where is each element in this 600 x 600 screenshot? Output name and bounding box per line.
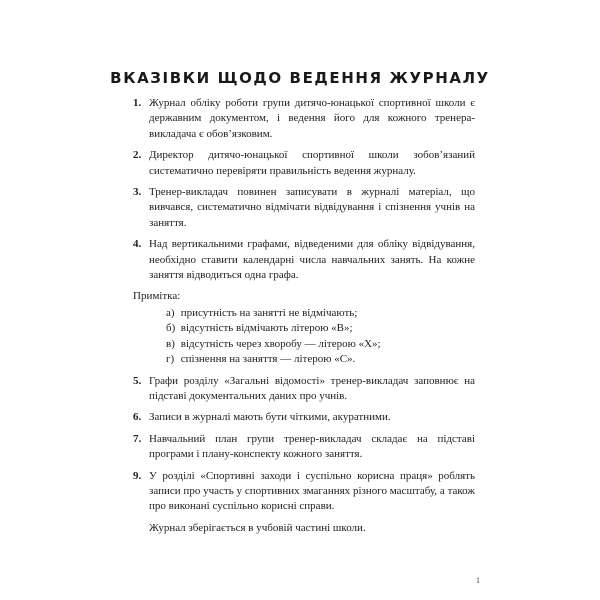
note-text: спізнення на заняття — літерою «С». [180,353,356,366]
page-number: 1 [476,576,480,585]
note-letter: в) [166,337,175,350]
note-item [166,337,475,352]
note-item [166,321,475,336]
list-item [133,148,475,179]
item-text: Над вертикальними графами, відведеними для обліку відвідування, необхідно ставити календарні числа навчальних занять. На кожне заняття відводиться одна графа. [149,238,475,282]
note-item [166,352,475,367]
item-number: 1. [133,97,142,109]
list-item [133,469,475,515]
note-item [166,306,475,321]
item-text: Журнал обліку роботи групи дитячо-юнацької спортивної школи є державним документом, і ведення його для кожного тренера-викладача є обов’язковим. [149,97,475,140]
list-item [133,237,475,283]
item-text: Записи в журналі мають бути чіткими, акуратними. [149,411,391,424]
list-item [133,96,475,142]
item-number: 9. [133,469,142,482]
item-text: У розділі «Спортивні заходи і суспільно корисна праця» роблять записи про участь у спортивних змаганнях різного масштабу, а також про виконані суспільно корисні справи. [149,469,475,513]
list-item [133,374,475,405]
list-item [133,432,475,463]
item-number: 3. [133,186,142,199]
item-number: 2. [133,149,142,162]
list-item [133,410,475,425]
note-text: відсутність відмічають літерою «В»; [180,322,353,335]
note-text: присутність на занятті не відмічають; [180,306,358,319]
note-letter: а) [166,306,175,319]
item-number: 4. [133,238,142,251]
item-number: 7. [133,432,142,445]
item-number: 6. [133,411,142,424]
page-title: ВКАЗІВКИ ЩОДО ВЕДЕННЯ ЖУРНАЛУ [110,69,490,87]
closing-note: Журнал зберігається в учбовій частині школи. [149,521,366,534]
note-text: відсутність через хворобу — літерою «Х»; [180,337,381,350]
note-list [133,306,475,368]
item-text: Навчальний план групи тренер-викладач складає на підставі програми і плану-конспекту кожного заняття. [149,432,475,461]
list-item [133,185,475,231]
note-block [133,289,475,367]
note-letter: г) [166,353,175,366]
note-label: Примітка: [133,290,181,303]
instructions-list [133,96,475,536]
item-number: 5. [133,374,142,387]
item-text: Тренер-викладач повинен записувати в журналі матеріал, що вивчався, систематично відмічати відвідування і спізнення учнів на заняття. [149,186,475,229]
item-text: Графи розділу «Загальні відомості» тренер-викладач заповнює на підставі документальних даних про учнів. [149,374,475,402]
item-text: Директор дитячо-юнацької спортивної школи зобов’язаний систематично перевіряти правильність ведення журналу. [149,149,475,177]
note-letter: б) [166,322,176,335]
